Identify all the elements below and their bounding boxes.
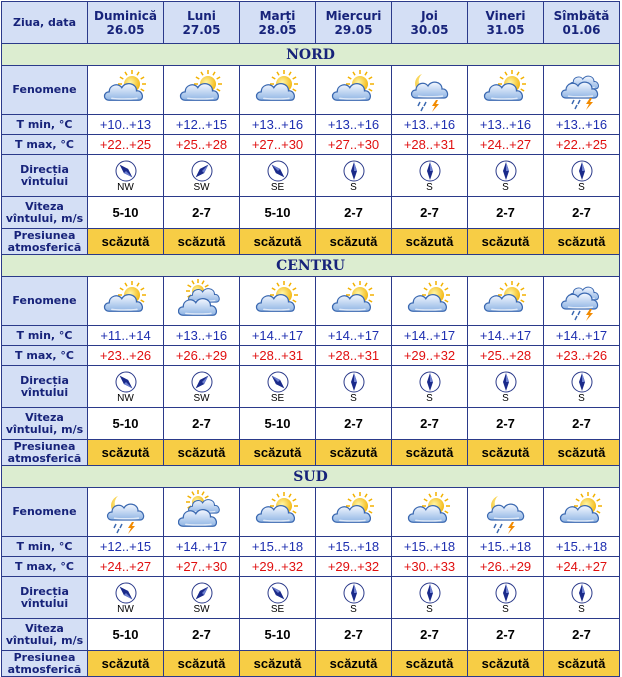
tmin-value: +15..+18 (544, 537, 620, 557)
tmax-value: +27..+30 (240, 135, 316, 155)
wind-speed-row (2, 197, 620, 229)
tmin-value: +12..+15 (88, 537, 164, 557)
compass-arrow-icon (544, 371, 619, 393)
wind-direction-cell (544, 155, 620, 197)
wind-direction-cell (468, 155, 544, 197)
pressure-value: scăzută (392, 651, 468, 677)
sun-cloud-icon (468, 279, 543, 323)
tmin-value: +13..+16 (240, 115, 316, 135)
wind-speed-value: 2-7 (164, 197, 240, 229)
wind-direction-cell (544, 577, 620, 619)
weather-icon-cell (240, 66, 316, 115)
tmax-label: T max, °C (2, 346, 88, 366)
tmin-value: +15..+18 (240, 537, 316, 557)
wind-speed-value: 2-7 (468, 408, 544, 440)
wind-direction-cell (468, 577, 544, 619)
pressure-value: scăzută (88, 229, 164, 255)
tmax-value: +29..+32 (392, 346, 468, 366)
pressure-value: scăzută (164, 229, 240, 255)
day-name: Marți (259, 8, 296, 23)
sun-cloud-icon (544, 490, 619, 534)
pressure-row (2, 229, 620, 255)
compass-arrow-icon (468, 371, 543, 393)
compass-arrow-icon (164, 160, 239, 182)
pressure-value: scăzută (316, 651, 392, 677)
pressure-value: scăzută (544, 229, 620, 255)
pressure-value: scăzută (544, 651, 620, 677)
pressure-value: scăzută (544, 440, 620, 466)
wind-direction-value: NW (117, 392, 134, 404)
pressure-label-line1: Presiunea (13, 439, 76, 453)
header-row (2, 2, 620, 44)
day-name: Luni (187, 8, 216, 23)
sun-cloud-icon (240, 279, 315, 323)
day-date: 30.05 (410, 22, 449, 37)
weather-icon-cell (392, 488, 468, 537)
wind-direction-value: S (578, 603, 585, 615)
tmin-value: +13..+16 (468, 115, 544, 135)
wind-speed-value: 2-7 (392, 408, 468, 440)
tmin-value: +14..+17 (544, 326, 620, 346)
rain-storm-icon (544, 279, 619, 323)
wind-direction-label-line1: Direcția (20, 162, 69, 176)
wind-speed-value: 5-10 (240, 197, 316, 229)
wind-speed-value: 2-7 (316, 619, 392, 651)
wind-direction-cell (240, 155, 316, 197)
phenomena-label: Fenomene (2, 66, 88, 115)
sun-cloud-icon (316, 279, 391, 323)
wind-direction-cell (392, 155, 468, 197)
wind-direction-cell (544, 366, 620, 408)
cloudy-icon (164, 490, 239, 534)
day-name: Miercuri (325, 8, 382, 23)
wind-direction-value: S (502, 181, 509, 193)
wind-speed-label-line1: Viteza (25, 621, 64, 635)
tmin-value: +14..+17 (240, 326, 316, 346)
compass-arrow-icon (240, 582, 315, 604)
pressure-value: scăzută (240, 440, 316, 466)
wind-speed-value: 2-7 (544, 408, 620, 440)
wind-direction-cell (316, 366, 392, 408)
pressure-value: scăzută (392, 440, 468, 466)
region-row (2, 44, 620, 66)
wind-direction-cell (240, 366, 316, 408)
sun-cloud-icon (316, 490, 391, 534)
wind-speed-value: 2-7 (392, 197, 468, 229)
pressure-value: scăzută (468, 651, 544, 677)
tmin-row (2, 537, 620, 557)
wind-direction-row (2, 577, 620, 619)
weather-icon-cell (544, 277, 620, 326)
pressure-row (2, 651, 620, 677)
tmax-value: +28..+31 (392, 135, 468, 155)
wind-direction-value: S (350, 392, 357, 404)
day-name: Duminică (94, 8, 157, 23)
pressure-label (2, 440, 88, 466)
wind-direction-value: SE (270, 603, 285, 615)
pressure-value: scăzută (392, 229, 468, 255)
pressure-value: scăzută (468, 440, 544, 466)
tmin-row (2, 115, 620, 135)
wind-direction-cell (164, 366, 240, 408)
wind-direction-cell (316, 577, 392, 619)
day-date: 27.05 (182, 22, 221, 37)
tmin-value: +14..+17 (468, 326, 544, 346)
wind-speed-value: 2-7 (316, 408, 392, 440)
wind-speed-value: 5-10 (240, 619, 316, 651)
tmax-value: +28..+31 (240, 346, 316, 366)
wind-direction-value: SW (193, 392, 210, 404)
wind-direction-cell (240, 577, 316, 619)
compass-arrow-icon (316, 160, 391, 182)
compass-arrow-icon (468, 160, 543, 182)
tmin-value: +12..+15 (164, 115, 240, 135)
wind-speed-value: 2-7 (392, 619, 468, 651)
sun-cloud-icon (164, 68, 239, 112)
day-header (544, 2, 620, 44)
night-storm-icon (88, 490, 163, 534)
sun-cloud-icon (392, 279, 467, 323)
night-storm-icon (392, 68, 467, 112)
weather-icon-cell (316, 488, 392, 537)
wind-direction-cell (468, 366, 544, 408)
wind-direction-cell (392, 577, 468, 619)
tmax-value: +24..+27 (88, 557, 164, 577)
region-title: NORD (2, 44, 620, 66)
wind-direction-value: SE (270, 181, 285, 193)
region-title: CENTRU (2, 255, 620, 277)
phenomena-label: Fenomene (2, 488, 88, 537)
wind-direction-value: S (502, 603, 509, 615)
tmax-label: T max, °C (2, 135, 88, 155)
tmax-value: +29..+32 (240, 557, 316, 577)
weather-icon-cell (468, 277, 544, 326)
day-date: 26.05 (106, 22, 145, 37)
wind-direction-cell (164, 155, 240, 197)
wind-speed-value: 2-7 (468, 619, 544, 651)
forecast-table (1, 1, 620, 677)
wind-speed-value: 2-7 (544, 197, 620, 229)
tmax-value: +25..+28 (164, 135, 240, 155)
pressure-value: scăzută (316, 440, 392, 466)
tmax-row (2, 346, 620, 366)
pressure-label (2, 651, 88, 677)
sun-cloud-icon (468, 68, 543, 112)
wind-speed-label-line2: vîntului, m/s (5, 633, 84, 647)
tmax-value: +23..+26 (544, 346, 620, 366)
wind-direction-value: S (426, 181, 433, 193)
wind-direction-label (2, 577, 88, 619)
tmax-label: T max, °C (2, 557, 88, 577)
day-date: 01.06 (562, 22, 601, 37)
wind-speed-label (2, 408, 88, 440)
compass-arrow-icon (316, 371, 391, 393)
wind-direction-label (2, 366, 88, 408)
compass-arrow-icon (164, 371, 239, 393)
tmax-value: +27..+30 (316, 135, 392, 155)
wind-direction-cell (88, 155, 164, 197)
compass-arrow-icon (544, 160, 619, 182)
phenomena-row (2, 277, 620, 326)
region-title: SUD (2, 466, 620, 488)
wind-speed-value: 5-10 (88, 619, 164, 651)
weather-icon-cell (392, 277, 468, 326)
sun-cloud-icon (88, 68, 163, 112)
day-header (164, 2, 240, 44)
pressure-value: scăzută (88, 440, 164, 466)
tmin-value: +13..+16 (392, 115, 468, 135)
wind-speed-value: 2-7 (468, 197, 544, 229)
tmax-value: +26..+29 (164, 346, 240, 366)
wind-direction-value: S (350, 603, 357, 615)
tmin-value: +15..+18 (468, 537, 544, 557)
weather-icon-cell (316, 66, 392, 115)
tmax-value: +29..+32 (316, 557, 392, 577)
day-name: Vineri (485, 8, 526, 23)
day-header (88, 2, 164, 44)
night-storm-icon (468, 490, 543, 534)
compass-arrow-icon (88, 160, 163, 182)
compass-arrow-icon (544, 582, 619, 604)
tmin-value: +14..+17 (164, 537, 240, 557)
tmin-row (2, 326, 620, 346)
wind-direction-value: S (502, 392, 509, 404)
weather-icon-cell (88, 488, 164, 537)
phenomena-row (2, 66, 620, 115)
weather-icon-cell (164, 277, 240, 326)
wind-direction-label-line1: Direcția (20, 584, 69, 598)
wind-direction-value: S (578, 392, 585, 404)
pressure-label-line2: atmosferică (7, 451, 82, 465)
wind-speed-value: 5-10 (240, 408, 316, 440)
day-date: 31.05 (486, 22, 525, 37)
pressure-value: scăzută (240, 229, 316, 255)
tmin-value: +14..+17 (392, 326, 468, 346)
tmin-label: T min, °C (2, 537, 88, 557)
tmin-value: +13..+16 (544, 115, 620, 135)
region-row (2, 466, 620, 488)
compass-arrow-icon (468, 582, 543, 604)
wind-speed-value: 2-7 (164, 408, 240, 440)
pressure-value: scăzută (240, 651, 316, 677)
sun-cloud-icon (240, 490, 315, 534)
pressure-label-line2: atmosferică (7, 662, 82, 676)
weather-icon-cell (88, 66, 164, 115)
tmin-value: +15..+18 (316, 537, 392, 557)
wind-speed-value: 5-10 (88, 197, 164, 229)
pressure-label-line1: Presiunea (13, 228, 76, 242)
weather-icon-cell (544, 66, 620, 115)
day-date: 28.05 (258, 22, 297, 37)
tmin-label: T min, °C (2, 326, 88, 346)
wind-direction-label-line2: vîntului (20, 174, 69, 188)
tmax-row (2, 557, 620, 577)
compass-arrow-icon (316, 582, 391, 604)
wind-speed-label-line1: Viteza (25, 410, 64, 424)
wind-speed-value: 2-7 (164, 619, 240, 651)
wind-direction-value: SE (270, 392, 285, 404)
pressure-label (2, 229, 88, 255)
tmax-row (2, 135, 620, 155)
wind-speed-value: 5-10 (88, 408, 164, 440)
wind-speed-value: 2-7 (544, 619, 620, 651)
compass-arrow-icon (88, 582, 163, 604)
wind-direction-label-line2: vîntului (20, 596, 69, 610)
compass-arrow-icon (164, 582, 239, 604)
tmax-value: +22..+25 (544, 135, 620, 155)
wind-direction-row (2, 155, 620, 197)
region-row (2, 255, 620, 277)
wind-direction-cell (88, 577, 164, 619)
wind-direction-value: S (426, 392, 433, 404)
pressure-value: scăzută (164, 651, 240, 677)
wind-direction-cell (392, 366, 468, 408)
day-header (468, 2, 544, 44)
compass-arrow-icon (240, 371, 315, 393)
tmin-value: +14..+17 (316, 326, 392, 346)
tmax-value: +22..+25 (88, 135, 164, 155)
wind-speed-row (2, 408, 620, 440)
wind-direction-value: S (350, 181, 357, 193)
sun-cloud-icon (316, 68, 391, 112)
wind-speed-label (2, 197, 88, 229)
phenomena-row (2, 488, 620, 537)
wind-direction-row (2, 366, 620, 408)
tmax-value: +27..+30 (164, 557, 240, 577)
wind-direction-cell (316, 155, 392, 197)
wind-speed-label-line2: vîntului, m/s (5, 211, 84, 225)
day-header (392, 2, 468, 44)
rain-storm-icon (544, 68, 619, 112)
tmin-label: T min, °C (2, 115, 88, 135)
pressure-value: scăzută (88, 651, 164, 677)
wind-direction-value: S (578, 181, 585, 193)
pressure-value: scăzută (164, 440, 240, 466)
tmax-value: +24..+27 (544, 557, 620, 577)
wind-speed-label-line1: Viteza (25, 199, 64, 213)
compass-arrow-icon (392, 160, 467, 182)
pressure-value: scăzută (316, 229, 392, 255)
tmin-value: +15..+18 (392, 537, 468, 557)
weather-icon-cell (240, 277, 316, 326)
day-name: Sîmbătă (553, 8, 610, 23)
day-header (316, 2, 392, 44)
wind-direction-value: SW (193, 603, 210, 615)
wind-direction-value: NW (117, 603, 134, 615)
tmax-value: +25..+28 (468, 346, 544, 366)
wind-direction-value: NW (117, 181, 134, 193)
tmax-value: +26..+29 (468, 557, 544, 577)
day-name: Joi (421, 8, 438, 23)
pressure-row (2, 440, 620, 466)
weather-icon-cell (164, 488, 240, 537)
weather-icon-cell (544, 488, 620, 537)
wind-direction-cell (88, 366, 164, 408)
wind-direction-label-line1: Direcția (20, 373, 69, 387)
weather-icon-cell (164, 66, 240, 115)
compass-arrow-icon (88, 371, 163, 393)
pressure-label-line2: atmosferică (7, 240, 82, 254)
tmax-value: +23..+26 (88, 346, 164, 366)
tmin-value: +13..+16 (164, 326, 240, 346)
sun-cloud-icon (88, 279, 163, 323)
tmin-value: +13..+16 (316, 115, 392, 135)
pressure-value: scăzută (468, 229, 544, 255)
wind-direction-cell (164, 577, 240, 619)
sun-cloud-icon (392, 490, 467, 534)
header-date-label: Ziua, data (2, 2, 88, 44)
weather-icon-cell (316, 277, 392, 326)
wind-speed-label-line2: vîntului, m/s (5, 422, 84, 436)
wind-direction-value: S (426, 603, 433, 615)
weather-icon-cell (468, 66, 544, 115)
wind-direction-label-line2: vîntului (20, 385, 69, 399)
wind-direction-label (2, 155, 88, 197)
day-header (240, 2, 316, 44)
compass-arrow-icon (240, 160, 315, 182)
pressure-label-line1: Presiunea (13, 650, 76, 664)
tmin-value: +10..+13 (88, 115, 164, 135)
sun-cloud-icon (240, 68, 315, 112)
weather-icon-cell (88, 277, 164, 326)
tmin-value: +11..+14 (88, 326, 164, 346)
tmax-value: +24..+27 (468, 135, 544, 155)
wind-direction-value: SW (193, 181, 210, 193)
tmax-value: +30..+33 (392, 557, 468, 577)
day-date: 29.05 (334, 22, 373, 37)
weather-icon-cell (392, 66, 468, 115)
tmax-value: +28..+31 (316, 346, 392, 366)
weather-icon-cell (240, 488, 316, 537)
weather-icon-cell (468, 488, 544, 537)
compass-arrow-icon (392, 371, 467, 393)
compass-arrow-icon (392, 582, 467, 604)
phenomena-label: Fenomene (2, 277, 88, 326)
cloudy-icon (164, 279, 239, 323)
wind-speed-value: 2-7 (316, 197, 392, 229)
